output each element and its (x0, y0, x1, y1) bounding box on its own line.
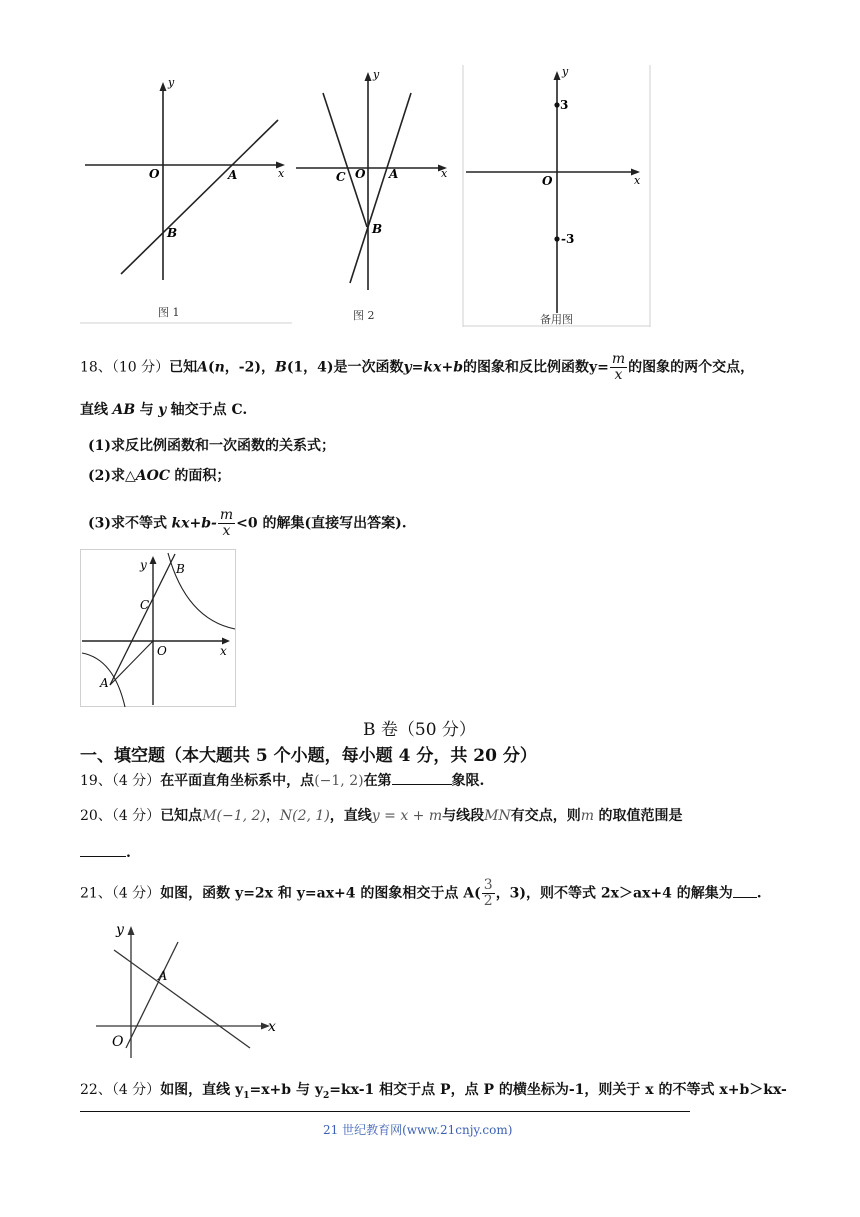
line-y-2x (126, 942, 178, 1048)
y-axis-arrow (160, 82, 167, 91)
q18-line2: 直线 AB 与 y 轴交于点 C. (80, 402, 248, 418)
figure-caption: 图 2 (353, 309, 375, 322)
x-axis-label: x (278, 167, 285, 180)
section-heading: 一、填空题（本大题共 5 个小题，每小题 4 分，共 20 分） (80, 746, 537, 766)
q21: 21、（4 分）如图，函数 y=2x 和 y=ax+4 的图象相交于点 A( $\frac{3}{2}$ ，3)，则不等式 2x＞ax+4 的解集为 . (80, 877, 762, 909)
footer-divider (80, 1111, 690, 1112)
point-n: N(2, 1) (279, 808, 330, 824)
fraction-m-over-x: $\frac{m}{x}$ (219, 507, 234, 539)
q20-answer-line: . (80, 842, 131, 863)
tick-point-neg3 (554, 236, 559, 241)
q18-sub1: (1)求反比例函数和一次函数的关系式； (88, 438, 335, 454)
y-axis-arrow (554, 71, 561, 80)
line-ab (121, 120, 278, 274)
y-axis-label: y (562, 65, 569, 78)
y-axis-label: y (168, 76, 175, 89)
section-title: B 卷（50 分） (363, 720, 476, 740)
answer-blank[interactable] (80, 842, 126, 857)
point-a-label: A (158, 969, 168, 984)
origin-label: O (157, 644, 167, 658)
x-axis-label: x (634, 174, 641, 187)
y-axis-arrow (365, 72, 372, 81)
figure-caption: 备用图 (540, 313, 573, 326)
x-axis-label: x (268, 1019, 276, 1035)
origin-label: O (149, 167, 160, 181)
point-a-label: A (100, 676, 109, 690)
figure-spare (462, 65, 652, 329)
y-axis-label: y (373, 70, 380, 81)
line-cb (323, 93, 367, 227)
line-y-ax-plus-4 (114, 950, 250, 1048)
figure-caption: 图 1 (158, 306, 180, 319)
fraction-m-over-x: $\frac{m}{x}$ (611, 351, 626, 383)
answer-blank[interactable] (392, 770, 452, 785)
footer-link[interactable]: 21 世纪教育网(www.21cnjy.com) (323, 1123, 513, 1137)
q22: 22、（4 分）如图，直线 $y_1=x+b$ 与 $y_2=kx-1$ 相交于点 P，点 P 的横坐标为-1，则关于 x 的不等式 x+b＞kx- (80, 1082, 787, 1101)
y-axis-label: y (116, 922, 124, 938)
answer-blank[interactable] (733, 883, 757, 898)
line-expression: y = x + m (371, 808, 443, 824)
q18-line1: 18、（10 分）已知A(n，-2)，B(1，4)是一次函数y=kx+b的图象和反比例函数y= $\frac{m}{x}$ 的图象的两个交点， (80, 351, 755, 383)
origin-label: O (355, 167, 366, 181)
figure-q18 (80, 549, 238, 709)
point-b-label: B (372, 222, 383, 236)
tick-label-neg3: -3 (561, 232, 575, 246)
point-expression: (−1, 2) (314, 773, 364, 789)
x-axis-label: x (220, 644, 227, 658)
tick-point-3 (554, 102, 559, 107)
origin-label: O (542, 174, 553, 188)
x-axis-label: x (441, 167, 448, 180)
point-m: M(−1, 2) (202, 808, 266, 824)
question-number: 18、 (80, 359, 112, 376)
tick-label-3: 3 (560, 98, 569, 112)
q18-sub2: (2)求△AOC 的面积； (88, 468, 231, 484)
fraction-3-over-2: $\frac{3}{2}$ (483, 877, 493, 909)
point-a-label: A (228, 168, 238, 182)
point-c-label: C (140, 598, 150, 612)
point-c-label: C (336, 170, 346, 184)
point-b-label: B (167, 226, 178, 240)
line-ab (350, 93, 411, 283)
segment-oa (110, 641, 153, 685)
q18-sub3: (3)求不等式 kx+b- $\frac{m}{x}$ <0 的解集(直接写出答案). (88, 507, 407, 539)
q20: 20、（4 分）已知点M(−1, 2)，N(2, 1)，直线y = x + m与线段MN有交点，则m 的取值范围是 (80, 808, 683, 824)
y-axis-arrow (150, 556, 157, 564)
y-axis-label: y (140, 558, 147, 572)
question-points: （10 分） (111, 359, 170, 376)
point-a-label: A (389, 167, 399, 181)
figure-2 (293, 70, 458, 326)
figure-1 (80, 70, 295, 326)
line-ab (110, 554, 175, 685)
figure-q21 (92, 918, 282, 1058)
q19: 19、（4 分）在平面直角坐标系中，点(−1, 2)在第 象限. (80, 770, 484, 791)
origin-label: O (112, 1034, 124, 1050)
point-b-label: B (176, 562, 185, 576)
y-axis-arrow (128, 926, 135, 935)
